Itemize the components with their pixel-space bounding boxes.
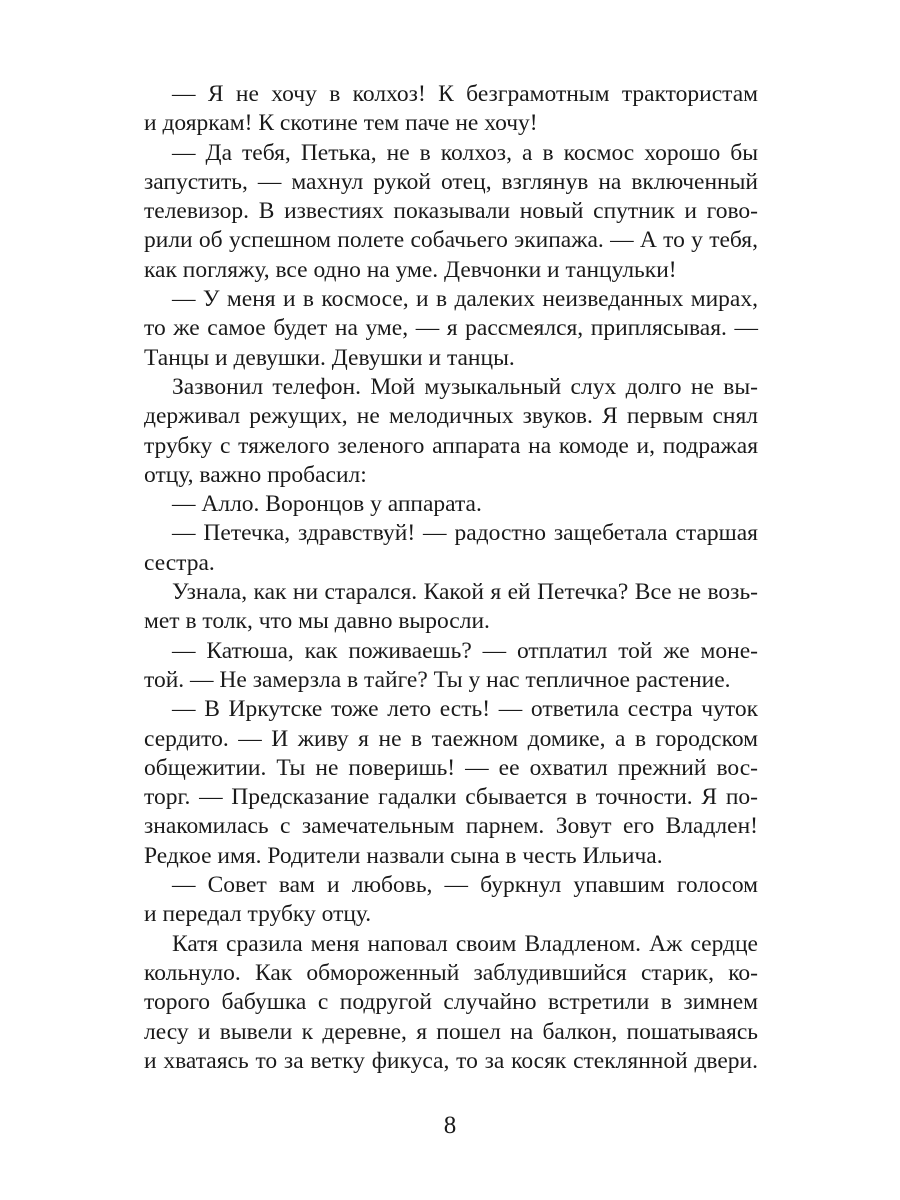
text-line: торого бабушка с подругой случайно встретили в зимнем [144, 989, 758, 1016]
text-line: — Да тебя, Петька, не в колхоз, а в космос хорошо бы [172, 139, 758, 166]
text-line: отцу, важно пробасил: [144, 461, 367, 488]
text-line: держивал режущих, не мелодичных звуков. Я первым снял [144, 403, 758, 430]
text-line: — Алло. Воронцов у аппарата. [172, 491, 482, 518]
body-text [144, 80, 758, 1076]
text-line: — У меня и в космосе, и в далеких неизведанных мирах, [172, 286, 758, 313]
text-line: Танцы и девушки. Девушки и танцы. [144, 344, 515, 371]
text-line: телевизор. В известиях показывали новый спутник и гово- [144, 198, 758, 225]
text-line: Редкое имя. Родители назвали сына в честь Ильича. [144, 842, 663, 869]
text-line: торг. — Предсказание гадалки сбывается в точности. Я по- [144, 784, 758, 811]
text-line: сердито. — И живу я не в таежном домике, а в городском [144, 725, 758, 752]
text-line: как погляжу, все одно на уме. Девчонки и танцульки! [144, 256, 677, 283]
text-line: и дояркам! К скотине тем паче не хочу! [144, 110, 538, 137]
text-line: лесу и вывели к деревне, я пошел на балкон, пошатываясь [144, 1018, 758, 1045]
page-number: 8 [443, 1112, 457, 1139]
text-line: общежитии. Ты не поверишь! — ее охватил прежний вос- [144, 754, 758, 781]
text-line: и хватаясь то за ветку фикуса, то за косяк стеклянной двери. [144, 1047, 758, 1074]
text-line: знакомилась с замечательным парнем. Зовут его Владлен! [144, 813, 758, 840]
text-line: рили об успешном полете собачьего экипажа. — А то у тебя, [144, 227, 758, 254]
text-line: той. — Не замерзла в тайге? Ты у нас тепличное растение. [144, 666, 731, 693]
text-line: мет в толк, что мы давно выросли. [144, 608, 490, 635]
text-line: кольнуло. Как обмороженный заблудившийся старик, ко- [144, 959, 758, 986]
text-line: и передал трубку отцу. [144, 901, 372, 928]
text-line: запустить, — махнул рукой отец, взглянув на включенный [144, 168, 758, 195]
text-line: — В Иркутске тоже лето есть! — ответила сестра чуток [172, 696, 758, 723]
text-line: сестра. [144, 549, 215, 576]
text-line: — Я не хочу в колхоз! К безграмотным трактористам [172, 81, 758, 107]
text-line: Зазвонил телефон. Мой музыкальный слух долго не вы- [172, 373, 758, 400]
text-line: — Совет вам и любовь, — буркнул упавшим голосом [172, 872, 758, 899]
text-line: — Петечка, здравствуй! — радостно защебетала старшая [172, 520, 758, 547]
text-line: Узнала, как ни старался. Какой я ей Петечка? Все не возь- [172, 579, 758, 606]
text-line: то же самое будет на уме, — я рассмеялся, приплясывая. — [144, 315, 758, 342]
text-line: — Катюша, как поживаешь? — отплатил той же моне- [172, 637, 758, 664]
text-line: Катя сразила меня наповал своим Владленом. Аж сердце [172, 930, 758, 957]
text-line: трубку с тяжелого зеленого аппарата на комоде и, подражая [144, 432, 758, 459]
